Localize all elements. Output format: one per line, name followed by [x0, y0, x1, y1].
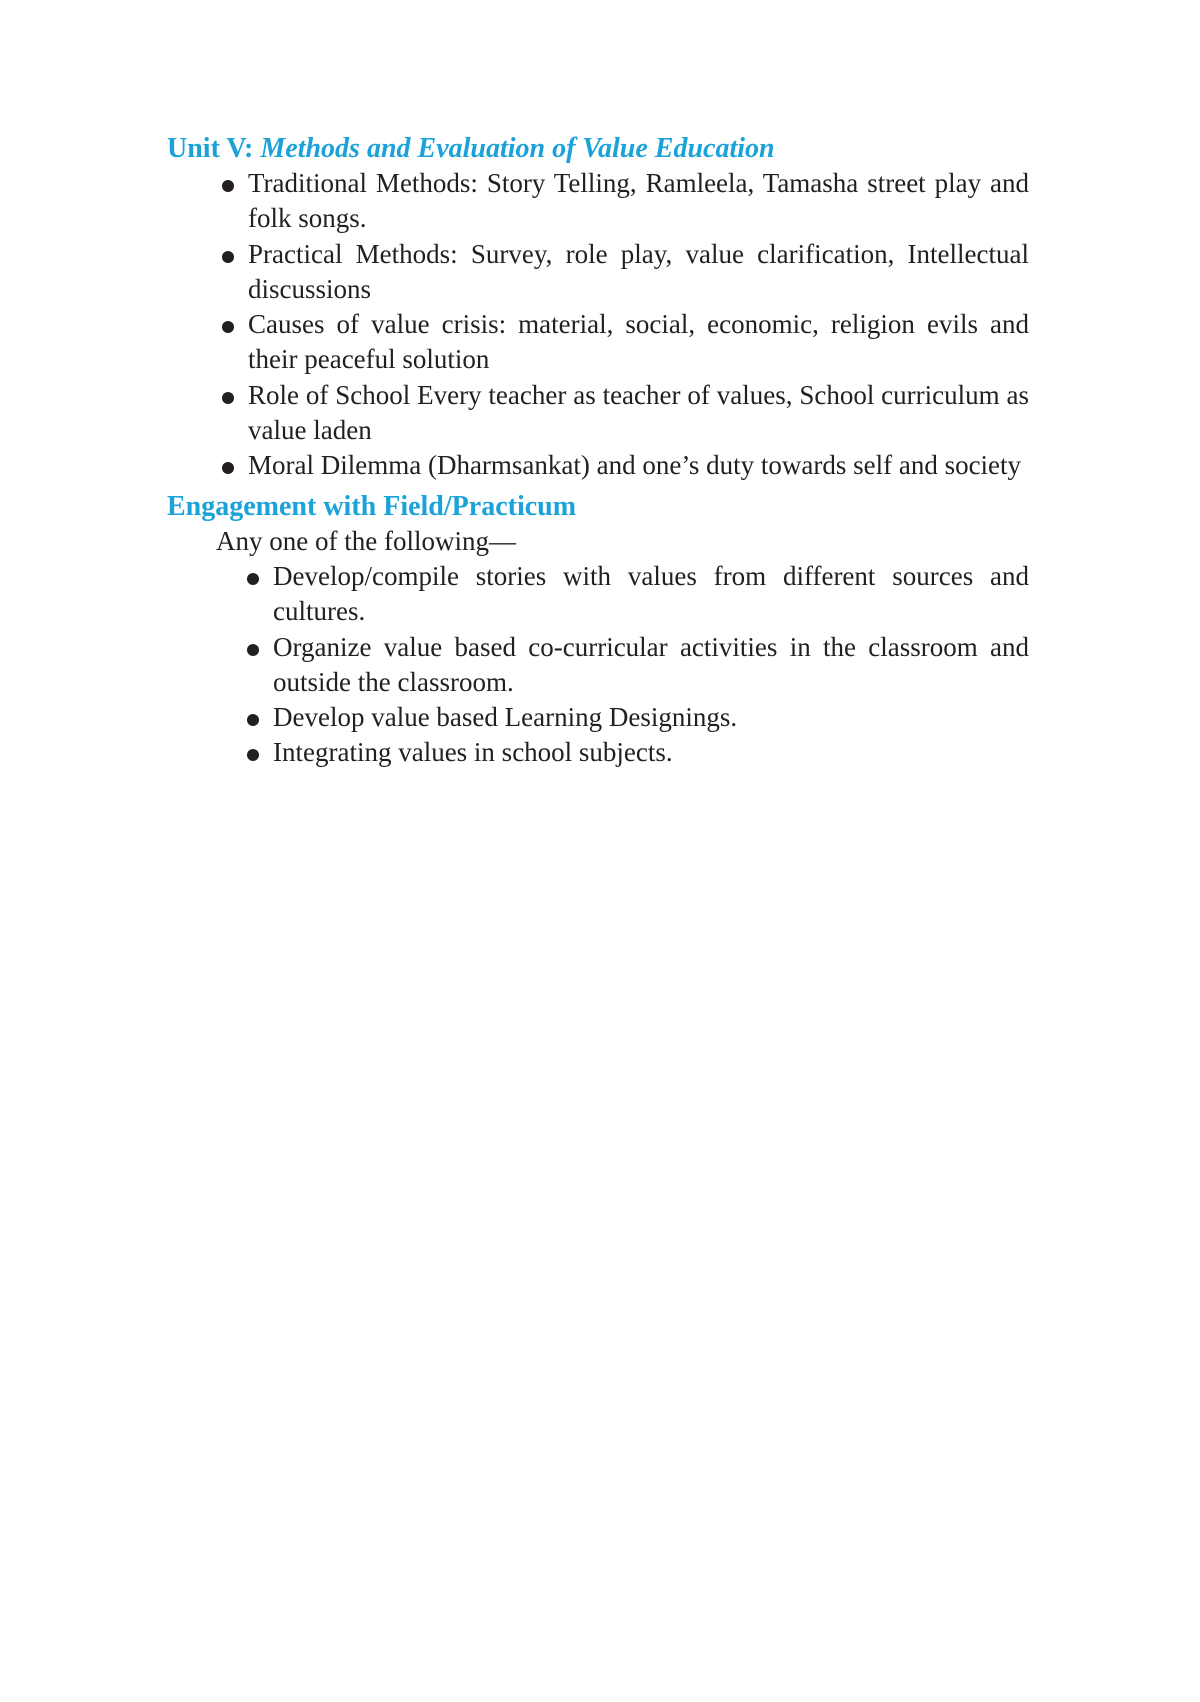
list-item-text: Develop/compile stories with values from different sources and cultures. [273, 560, 1029, 627]
list-item [248, 448, 1029, 483]
unit-title: Methods and Evaluation of Value Education [260, 133, 775, 164]
practicum-intro: Any one of the following— [216, 525, 516, 556]
bullet-icon [222, 462, 234, 474]
list-item [273, 735, 1029, 770]
bullet-icon [247, 749, 259, 761]
bullet-icon [247, 714, 259, 726]
list-item-text: Practical Methods: Survey, role play, value clarification, Intellectual discussions [248, 238, 1029, 304]
practicum-heading: Engagement with Field/Practicum [167, 490, 577, 522]
unit-topic-list [248, 166, 1029, 484]
list-item-text: Moral Dilemma (Dharmsankat) and one’s duty towards self and society [248, 450, 1022, 481]
list-item [273, 630, 1029, 701]
bullet-icon [222, 251, 234, 263]
practicum-activity-list [273, 559, 1029, 771]
list-item [248, 378, 1029, 449]
list-item-text: Organize value based co-curricular activities in the classroom and outside the classroom. [273, 631, 1029, 697]
list-item-text: Traditional Methods: Story Telling, Ramleela, Tamasha street play and folk songs. [248, 168, 1029, 234]
list-item-text: Causes of value crisis: material, social, economic, religion evils and their peaceful solution [248, 309, 1029, 375]
bullet-icon [222, 321, 234, 333]
list-item [273, 700, 1029, 735]
bullet-icon [247, 644, 259, 656]
bullet-icon [222, 392, 234, 404]
list-item [273, 559, 1029, 630]
list-item-text: Integrating values in school subjects. [273, 737, 673, 768]
unit-heading [167, 132, 1029, 166]
page-content [167, 132, 1029, 771]
list-item [248, 166, 1029, 237]
bullet-icon [247, 573, 259, 585]
list-item [248, 237, 1029, 308]
list-item-text: Develop value based Learning Designings. [273, 702, 738, 733]
list-item-text: Role of School Every teacher as teacher of values, School curriculum as value laden [248, 379, 1029, 446]
unit-label: Unit V: [167, 133, 254, 164]
list-item [248, 307, 1029, 378]
bullet-icon [222, 180, 234, 192]
